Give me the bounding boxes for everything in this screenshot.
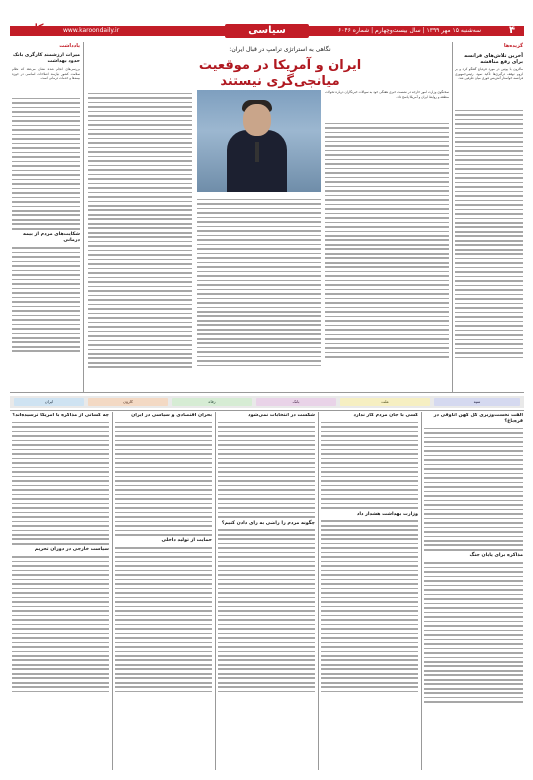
ad-banner[interactable]: کارون [88,398,168,406]
right-column-body: ماکرون با پوتین در مورد قره‌باغ گفتگو کرد و بر لزوم توقف درگیری‌ها تأکید نمود. رئیس‌جمهوری فرانسه خواستار آتش‌بس فوری میان طرفین شد. [455,67,523,81]
left-column-body: بررسی‌های انجام شده نشان می‌دهد که نظام سلامت کشور نیازمند اصلاحات اساسی در حوزه بیمه‌ها و خدمات درمانی است. [12,67,80,81]
main-story-column-center [197,196,321,388]
bottom-col4-subhead[interactable]: حمایت از تولید داخلی [161,538,212,544]
column-divider [421,412,422,770]
column-divider [215,412,216,770]
ad-banner[interactable]: ملت [340,398,430,406]
bottom-col4-title[interactable]: بحران اقتصادی و سیاسی در ایران [131,413,212,418]
bottom-column-5 [12,413,109,769]
bottom-col2-subhead[interactable]: وزارت بهداشت هشدار داد [356,511,418,517]
column-divider [83,42,84,392]
main-story-column-right [325,90,449,388]
main-story-body: سخنگوی وزارت امور خارجه در نشست خبری هفتگی خود به سوالات خبرنگاران درباره تحولات منطقه و روابط ایران و آمریکا پاسخ داد. [325,90,449,99]
bottom-col1-title[interactable]: الفت نخست‌وزیری گل کهن اتاوفی در قره‌باغ؟ [433,413,523,424]
ad-banner[interactable]: بانک [256,398,336,406]
spokesman-photo [197,90,321,192]
left-column [12,42,80,390]
bottom-col3-title[interactable]: شکست در انتخابات نمی‌شود [248,413,315,418]
main-story-kicker: نگاهی به استراتژی ترامپ در قبال ایران: [229,46,331,53]
newspaper-logo: کارون [16,22,44,35]
column-divider [318,412,319,770]
bottom-column-2 [321,413,418,769]
section-title: سیاسی [225,24,309,38]
main-story-headline[interactable]: ایران و آمریکا در موقعیت میانجی‌گری نیستند [198,58,362,89]
ad-banner[interactable]: ایران [14,398,84,406]
right-column [455,42,523,390]
bottom-col3-subhead[interactable]: چگونه مردم را راضی به رای دادن کنیم؟ [221,520,315,526]
page-number: ۴ [509,25,516,36]
right-column-title: گزیده‌ها [503,43,523,49]
ad-banner[interactable]: سپه [434,398,520,406]
bottom-col1-subhead[interactable]: مذاکره برای پایان جنگ [469,553,523,559]
bottom-col2-title[interactable]: کسی با جان مردم کار ندارد [353,413,418,418]
bottom-column-3 [218,413,315,769]
issue-date: سه‌شنبه ۱۵ مهر ۱۳۹۹ | سال بیست‌وچهارم | شماره ۶۰۴۶ [338,27,481,34]
bottom-column-1 [424,413,523,769]
right-column-text-block [455,110,523,358]
column-divider [452,42,453,392]
section-divider [10,392,524,393]
main-story-column-left [88,90,192,388]
left-column-headline[interactable]: میراث ارزشمند کارگری بانک حدود بهداشت [12,53,80,64]
bottom-column-4 [115,413,212,769]
ad-banner[interactable]: رفاه [172,398,252,406]
column-divider [112,412,113,770]
bottom-col5-subhead[interactable]: سیاست خارجی در دوران تحریم [34,547,109,553]
right-column-headline[interactable]: آخرین تلاش‌های فرانسه برای رفع مناقشه [464,53,523,65]
left-column-title: یادداشت [59,43,80,49]
left-column-subhead[interactable]: شکایت‌های مردم از بیمه درمانی [23,232,80,244]
bottom-col5-title[interactable]: چه کسانی از مذاکره با آمریکا ترسیده‌اند؟ [12,413,109,418]
section-divider [10,410,524,411]
website-url[interactable]: www.karoondaily.ir [63,27,120,34]
